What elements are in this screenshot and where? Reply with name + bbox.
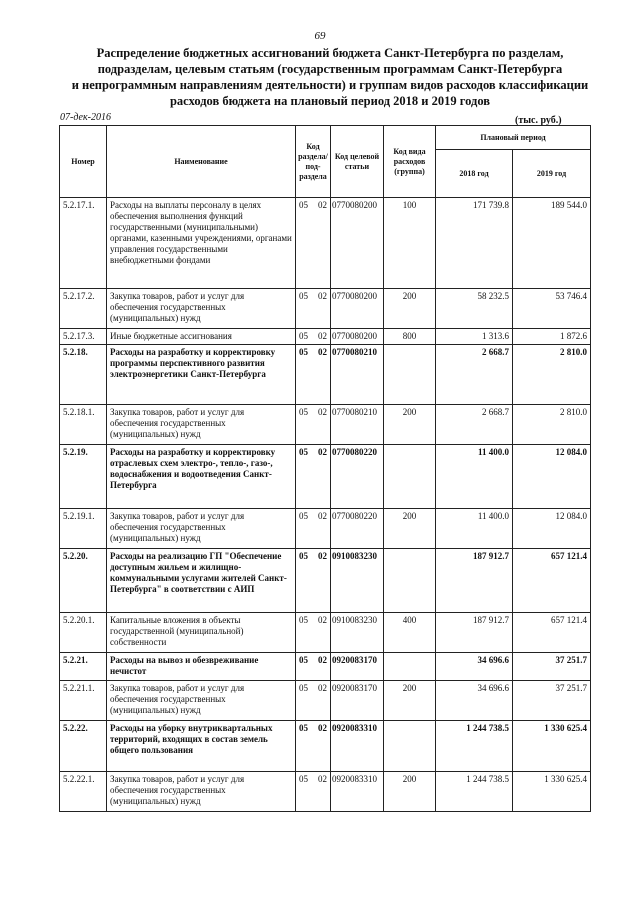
table-row (60, 549, 591, 613)
subsection-code: 02 (318, 683, 327, 693)
row-value-2019: 37 251.7 (513, 653, 591, 681)
table-row (60, 289, 591, 329)
row-group-code: 200 (384, 772, 436, 812)
header-section: Код раздела/ под-раздела (296, 126, 331, 198)
row-value-2019: 53 746.4 (513, 289, 591, 329)
section-code: 05 (299, 447, 308, 457)
row-value-2019: 2 810.0 (513, 405, 591, 445)
row-value-2018: 1 244 738.5 (436, 721, 513, 772)
subsection-code: 02 (318, 407, 327, 417)
row-section-code (296, 653, 331, 681)
table-row (60, 198, 591, 289)
row-name: Расходы на выплаты персоналу в целях обеспечения выполнения функций государственными (муниципальными) органами, казенными учреждениями, органами управления государственными внебюджетными фондами (107, 198, 296, 289)
header-planned-period: Плановый период (436, 126, 591, 150)
row-value-2018: 2 668.7 (436, 345, 513, 405)
document-title (60, 45, 600, 109)
row-name: Закупка товаров, работ и услуг для обеспечения государственных (муниципальных) нужд (107, 509, 296, 549)
subsection-code: 02 (318, 511, 327, 521)
row-number: 5.2.17.2. (60, 289, 107, 329)
table-row (60, 345, 591, 405)
row-group-code: 100 (384, 198, 436, 289)
row-section-code (296, 509, 331, 549)
subsection-code: 02 (318, 723, 327, 733)
section-code: 05 (299, 511, 308, 521)
row-name: Закупка товаров, работ и услуг для обеспечения государственных (муниципальных) нужд (107, 289, 296, 329)
row-value-2019: 189 544.0 (513, 198, 591, 289)
header-year-2018: 2018 год (436, 150, 513, 198)
row-name: Закупка товаров, работ и услуг для обеспечения государственных (муниципальных) нужд (107, 405, 296, 445)
row-number: 5.2.18.1. (60, 405, 107, 445)
subsection-code: 02 (318, 551, 327, 561)
row-name: Расходы на разработку и корректировку отраслевых схем электро-, тепло-, газо-, водоснабжения и водоотведения Санкт-Петербурга (107, 445, 296, 509)
units-label: (тыс. руб.) (515, 115, 562, 126)
row-name: Расходы на вывоз и обезвреживание нечистот (107, 653, 296, 681)
table-row (60, 721, 591, 772)
row-group-code: 800 (384, 329, 436, 345)
row-value-2018: 34 696.6 (436, 653, 513, 681)
row-section-code (296, 445, 331, 509)
row-section-code (296, 405, 331, 445)
table-row (60, 772, 591, 812)
section-code: 05 (299, 615, 308, 625)
row-article-code: 0920083170 (331, 681, 384, 721)
row-article-code: 0770080200 (331, 289, 384, 329)
row-value-2019: 12 084.0 (513, 445, 591, 509)
row-article-code: 0770080210 (331, 345, 384, 405)
header-group: Код вида расходов (группа) (384, 126, 436, 198)
row-value-2018: 1 244 738.5 (436, 772, 513, 812)
row-value-2019: 1 330 625.4 (513, 721, 591, 772)
row-number: 5.2.22.1. (60, 772, 107, 812)
row-article-code: 0920083310 (331, 772, 384, 812)
row-article-code: 0920083310 (331, 721, 384, 772)
section-code: 05 (299, 407, 308, 417)
table-row (60, 405, 591, 445)
row-value-2018: 11 400.0 (436, 445, 513, 509)
row-group-code: 200 (384, 405, 436, 445)
row-section-code (296, 329, 331, 345)
row-value-2018: 11 400.0 (436, 509, 513, 549)
row-article-code: 0770080220 (331, 445, 384, 509)
row-value-2019: 2 810.0 (513, 345, 591, 405)
row-number: 5.2.19. (60, 445, 107, 509)
row-name: Закупка товаров, работ и услуг для обеспечения государственных (муниципальных) нужд (107, 681, 296, 721)
subsection-code: 02 (318, 291, 327, 301)
row-number: 5.2.22. (60, 721, 107, 772)
row-section-code (296, 613, 331, 653)
subsection-code: 02 (318, 655, 327, 665)
row-article-code: 0770080200 (331, 329, 384, 345)
row-number: 5.2.17.3. (60, 329, 107, 345)
section-code: 05 (299, 551, 308, 561)
row-name: Расходы на разработку и корректировку программы перспективного развития электроэнергетики Санкт-Петербурга (107, 345, 296, 405)
row-value-2018: 1 313.6 (436, 329, 513, 345)
row-article-code: 0910083230 (331, 613, 384, 653)
section-code: 05 (299, 655, 308, 665)
table-row (60, 445, 591, 509)
subsection-code: 02 (318, 331, 327, 341)
subsection-code: 02 (318, 774, 327, 784)
row-section-code (296, 345, 331, 405)
row-name: Закупка товаров, работ и услуг для обеспечения государственных (муниципальных) нужд (107, 772, 296, 812)
row-value-2018: 187 912.7 (436, 549, 513, 613)
row-article-code: 0770080220 (331, 509, 384, 549)
section-code: 05 (299, 291, 308, 301)
row-group-code (384, 445, 436, 509)
section-code: 05 (299, 774, 308, 784)
row-section-code (296, 721, 331, 772)
title-line-1: Распределение бюджетных ассигнований бюджета Санкт-Петербурга по разделам, (96, 46, 564, 60)
row-number: 5.2.20.1. (60, 613, 107, 653)
row-number: 5.2.17.1. (60, 198, 107, 289)
row-section-code (296, 198, 331, 289)
row-article-code: 0770080200 (331, 198, 384, 289)
section-code: 05 (299, 683, 308, 693)
row-group-code (384, 653, 436, 681)
table-row (60, 329, 591, 345)
header-article: Код целевой статьи (331, 126, 384, 198)
header-year-2019: 2019 год (513, 150, 591, 198)
row-section-code (296, 289, 331, 329)
row-number: 5.2.21. (60, 653, 107, 681)
row-value-2019: 657 121.4 (513, 613, 591, 653)
table-row (60, 653, 591, 681)
section-code: 05 (299, 331, 308, 341)
table-row (60, 509, 591, 549)
row-number: 5.2.18. (60, 345, 107, 405)
subsection-code: 02 (318, 615, 327, 625)
row-section-code (296, 772, 331, 812)
header-number: Номер (60, 126, 107, 198)
row-value-2018: 171 739.8 (436, 198, 513, 289)
row-value-2019: 657 121.4 (513, 549, 591, 613)
row-value-2019: 1 872.6 (513, 329, 591, 345)
title-line-4: расходов бюджета на плановый период 2018 и 2019 годов (169, 94, 491, 108)
row-name: Расходы на уборку внутриквартальных территорий, входящих в состав земель общего пользования (107, 721, 296, 772)
section-code: 05 (299, 200, 308, 210)
row-section-code (296, 549, 331, 613)
row-group-code (384, 549, 436, 613)
header-name: Наименование (107, 126, 296, 198)
subsection-code: 02 (318, 447, 327, 457)
table-body (60, 198, 591, 812)
row-group-code: 200 (384, 509, 436, 549)
row-value-2018: 2 668.7 (436, 405, 513, 445)
row-number: 5.2.20. (60, 549, 107, 613)
row-group-code: 400 (384, 613, 436, 653)
section-code: 05 (299, 723, 308, 733)
page-number: 69 (314, 30, 326, 42)
section-code: 05 (299, 347, 308, 357)
row-value-2019: 37 251.7 (513, 681, 591, 721)
row-group-code: 200 (384, 681, 436, 721)
row-value-2018: 187 912.7 (436, 613, 513, 653)
subsection-code: 02 (318, 347, 327, 357)
document-date: 07-дек-2016 (60, 112, 111, 123)
row-article-code: 0910083230 (331, 549, 384, 613)
title-line-2: подразделам, целевым статьям (государственным программам Санкт-Петербурга (97, 62, 563, 76)
subsection-code: 02 (318, 200, 327, 210)
row-group-code (384, 345, 436, 405)
title-line-3: и непрограммным направлениям деятельности) и группам видов расходов классификации (71, 78, 589, 92)
row-group-code (384, 721, 436, 772)
row-name: Капитальные вложения в объекты государственной (муниципальной) собственности (107, 613, 296, 653)
table-row (60, 613, 591, 653)
row-number: 5.2.21.1. (60, 681, 107, 721)
row-value-2018: 58 232.5 (436, 289, 513, 329)
row-name: Расходы на реализацию ГП "Обеспечение доступным жильем и жилищно-коммунальными услугами жителей Санкт-Петербурга" в соответствии с АИП (107, 549, 296, 613)
row-article-code: 0920083170 (331, 653, 384, 681)
row-value-2019: 12 084.0 (513, 509, 591, 549)
row-group-code: 200 (384, 289, 436, 329)
table-row (60, 681, 591, 721)
row-article-code: 0770080210 (331, 405, 384, 445)
row-section-code (296, 681, 331, 721)
budget-table (59, 125, 591, 812)
row-value-2018: 34 696.6 (436, 681, 513, 721)
row-name: Иные бюджетные ассигнования (107, 329, 296, 345)
row-number: 5.2.19.1. (60, 509, 107, 549)
row-value-2019: 1 330 625.4 (513, 772, 591, 812)
